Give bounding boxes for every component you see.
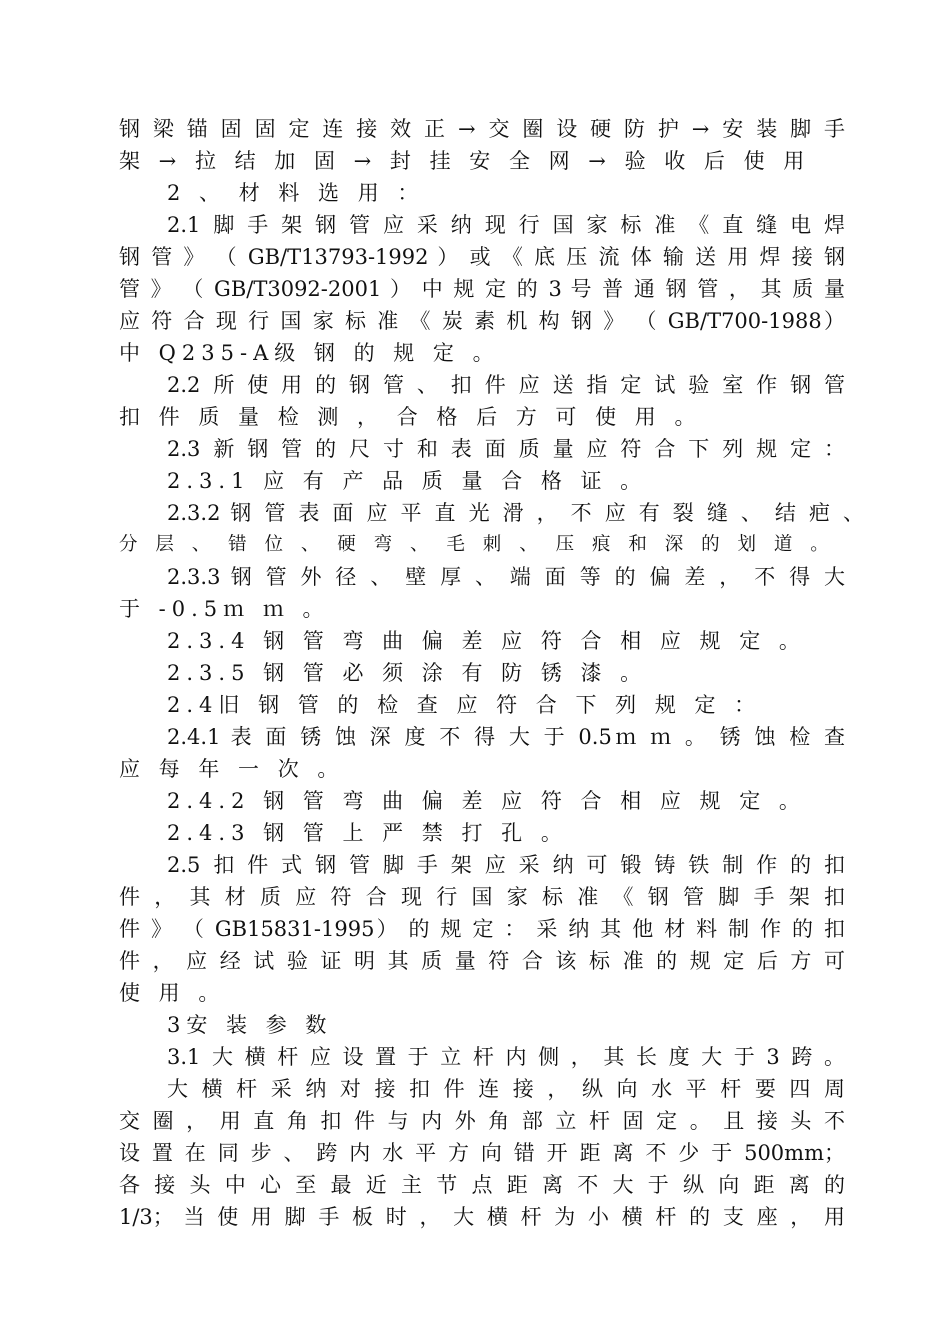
text-line: 3.1大横杆应设置于立杆内侧，其长度大于3跨。	[167, 1045, 845, 1069]
text-line: 2.2所使用的钢管、扣件应送指定试验室作钢管	[167, 373, 845, 397]
text-line: 分 层 、 错 位 、 硬 弯 、 毛 刺 、 压 痕 和 深 的 划 道 。	[119, 534, 835, 555]
text-line: 2.4旧 钢 管 的 检 查 应 符 合 下 列 规 定 ：	[167, 693, 762, 717]
text-line: 2.3新钢管的尺寸和表面质量应符合下列规定：	[167, 437, 845, 461]
section-heading: 2 、 材 料 选 用 ：	[167, 181, 425, 205]
text-line: 交 圈 ， 用 直 角 扣 件 与 内 外 角 部 立 杆 固 定 。 且 接 头 不	[119, 1109, 845, 1133]
text-line: 应 每 年 一 次 。	[119, 757, 345, 781]
text-line: 钢 管 》 （ GB/T13793-1992 ） 或 《 底 压 流 体 输 送 用 焊 接 钢	[119, 245, 845, 269]
text-line: 2.3.4 钢 管 弯 曲 偏 差 应 符 合 相 应 规 定 。	[167, 629, 806, 653]
text-line: 2.3.3 钢 管 外 径 、 壁 厚 、 端 面 等 的 偏 差 ， 不 得 大	[167, 565, 845, 589]
text-line: 2.3.5 钢 管 必 须 涂 有 防 锈 漆 。	[167, 661, 648, 685]
text-line: 大横杆采纳对接扣件连接，纵向水平杆要四周	[167, 1077, 845, 1101]
text-line: 2.4.2 钢 管 弯 曲 偏 差 应 符 合 相 应 规 定 。	[167, 789, 806, 813]
text-line: 架 → 拉 结 加 固 → 封 挂 安 全 网 → 验 收 后 使 用	[119, 149, 811, 173]
text-line: 于 -0.5ｍ ｍ 。	[119, 597, 330, 621]
text-line: 2.1脚手架钢管应采纳现行国家标准《直缝电焊	[167, 213, 845, 237]
section-heading: 3安 装 参 数	[167, 1013, 333, 1037]
text-line: 件 》 （ GB15831-1995） 的 规 定 ： 采 纳 其 他 材 料 制 作 的 扣	[119, 917, 845, 941]
text-line: 设 置 在 同 步 、 跨 内 水 平 方 向 错 开 距 离 不 少 于 500mm；	[119, 1141, 845, 1165]
text-line: 2.3.1 应 有 产 品 质 量 合 格 证 。	[167, 469, 648, 493]
text-line: 扣 件 质 量 检 测 ， 合 格 后 方 可 使 用 。	[119, 405, 702, 429]
text-line: 件 ， 其 材 质 应 符 合 现 行 国 家 标 准 《 钢 管 脚 手 架 扣	[119, 885, 845, 909]
text-line: 各 接 头 中 心 至 最 近 主 节 点 距 离 不 大 于 纵 向 距 离 的	[119, 1173, 845, 1197]
text-line: 中 Q235-A级 钢 的 规 定 。	[119, 341, 500, 365]
text-line: 2.5扣件式钢管脚手架应采纳可锻铸铁制作的扣	[167, 853, 845, 877]
text-line: 2.4.3 钢 管 上 严 禁 打 孔 。	[167, 821, 568, 845]
text-line: 管 》 （ GB/T3092-2001 ） 中 规 定 的 3 号 普 通 钢 管 ， 其 质 量	[119, 277, 845, 301]
text-line: 使 用 。	[119, 981, 226, 1005]
text-line: 件 ， 应 经 试 验 证 明 其 质 量 符 合 该 标 准 的 规 定 后 方 可	[119, 949, 845, 973]
text-line: 钢梁锚固固定连接效正→交圈设硬防护→安装脚手	[119, 117, 845, 141]
text-line: 2.4.1 表 面 锈 蚀 深 度 不 得 大 于 0.5ｍ ｍ 。 锈 蚀 检 查	[167, 725, 845, 749]
text-line: 2.3.2 钢 管 表 面 应 平 直 光 滑 ， 不 应 有 裂 缝 、 结 疤 、	[167, 501, 864, 525]
text-line: 1/3； 当 使 用 脚 手 板 时 ， 大 横 杆 为 小 横 杆 的 支 座 ， 用	[119, 1205, 845, 1229]
text-line: 应 符 合 现 行 国 家 标 准 《 炭 素 机 构 钢 》 （ GB/T700-1988）	[119, 309, 845, 333]
